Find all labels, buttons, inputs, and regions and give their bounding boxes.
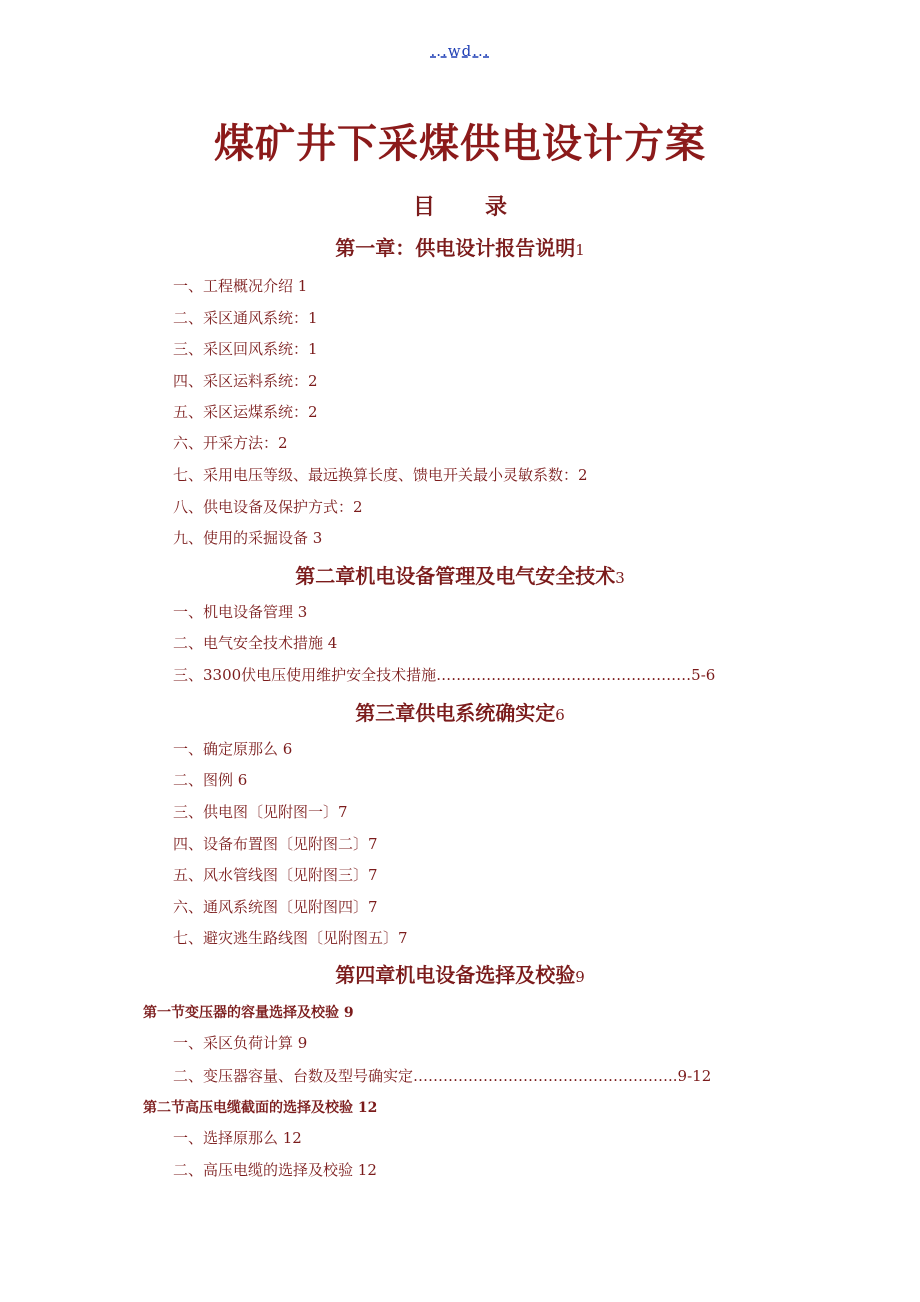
section-heading[interactable]: 第一节变压器的容量选择及校验 9 — [143, 1005, 354, 1021]
toc-entry[interactable]: 五、风水管线图〔见附图三〕7 — [173, 866, 378, 884]
document-title: 煤矿井下采煤供电设计方案 — [214, 120, 706, 167]
chapter-4-heading[interactable] — [0, 959, 920, 988]
toc-entry[interactable]: 三、供电图〔见附图一〕7 — [173, 803, 348, 821]
toc-entry[interactable]: 三、3300伏电压使用维护安全技术措施……………………………………………5-6 — [173, 666, 716, 684]
chapter-title: 第一章：供电设计报告说明 — [335, 236, 576, 260]
chapter-title: 第二章机电设备管理及电气安全技术 — [295, 564, 616, 588]
toc-entry[interactable]: 二、采区通风系统：1 — [173, 309, 318, 327]
toc-heading — [0, 190, 920, 221]
toc-entry[interactable]: 一、采区负荷计算 9 — [173, 1034, 308, 1052]
toc-entry[interactable]: 二、高压电缆的选择及校验 12 — [173, 1161, 377, 1179]
chapter-2-heading[interactable] — [0, 560, 920, 589]
chapter-page-number: 9 — [575, 968, 585, 986]
toc-entry[interactable]: 六、通风系统图〔见附图四〕7 — [173, 898, 378, 916]
toc-entry[interactable]: 五、采区运煤系统：2 — [173, 403, 318, 421]
toc-entry[interactable]: 二、变压器容量、台数及型号确实定……………………………………………..9-12 — [173, 1067, 712, 1085]
toc-entry[interactable]: 九、使用的采掘设备 3 — [173, 529, 323, 547]
chapter-page-number: 1 — [575, 241, 585, 259]
toc-entry[interactable]: 二、电气安全技术措施 4 — [173, 634, 338, 652]
chapter-title: 第三章供电系统确实定 — [355, 701, 556, 725]
chapter-page-number: 6 — [555, 706, 565, 724]
toc-entry[interactable]: 七、采用电压等级、最远换算长度、馈电开关最小灵敏系数：2 — [173, 466, 588, 484]
toc-entry[interactable]: 八、供电设备及保护方式：2 — [173, 498, 363, 516]
toc-entry[interactable]: 六、开采方法：2 — [173, 434, 288, 452]
toc-heading-char-1: 目 — [412, 194, 435, 220]
toc-entry[interactable]: 一、选择原那么 12 — [173, 1129, 302, 1147]
chapter-1-heading[interactable] — [0, 232, 920, 261]
toc-entry[interactable]: 三、采区回风系统：1 — [173, 340, 318, 358]
toc-entry[interactable]: 一、机电设备管理 3 — [173, 603, 308, 621]
header-watermark-text: ...wd... — [430, 42, 490, 60]
toc-entry[interactable]: 四、采区运料系统：2 — [173, 372, 318, 390]
toc-entry[interactable]: 一、确定原那么 6 — [173, 740, 293, 758]
toc-entry[interactable]: 七、避灾逃生路线图〔见附图五〕7 — [173, 929, 408, 947]
section-heading[interactable]: 第二节高压电缆截面的选择及校验 12 — [143, 1100, 378, 1116]
chapter-title: 第四章机电设备选择及校验 — [335, 963, 576, 987]
chapter-3-heading[interactable] — [0, 697, 920, 726]
chapter-page-number: 3 — [615, 569, 625, 587]
toc-entry[interactable]: 二、图例 6 — [173, 771, 248, 789]
toc-heading-char-2: 录 — [485, 194, 508, 220]
toc-entry[interactable]: 四、设备布置图〔见附图二〕7 — [173, 835, 378, 853]
toc-entry[interactable]: 一、工程概况介绍 1 — [173, 277, 308, 295]
